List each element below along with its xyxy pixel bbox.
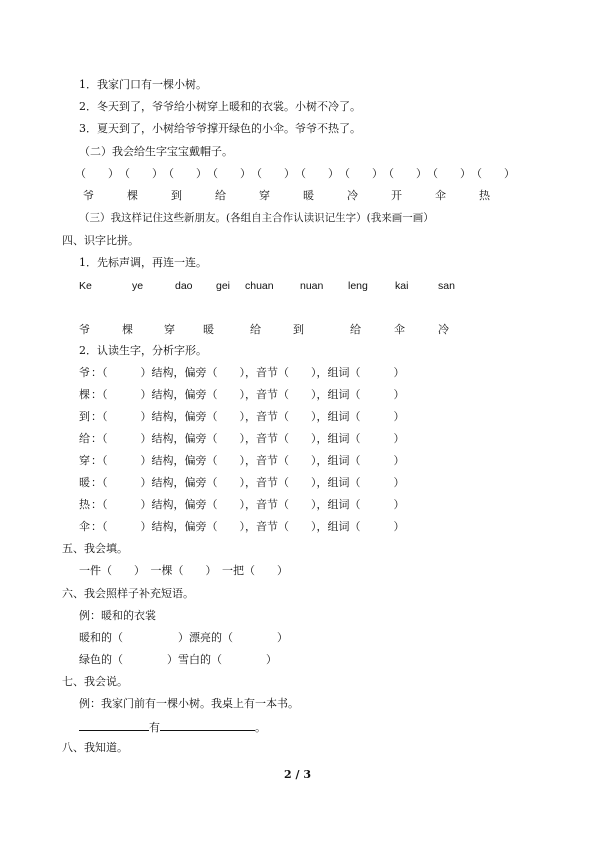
pinyin-3: dao bbox=[175, 280, 193, 292]
analysis-template: ：（ ）结构，偏旁（ ），音节（ ），组词（ ） bbox=[91, 410, 405, 423]
hat-paren-1: （ ） bbox=[75, 167, 119, 180]
analysis-char: 给 bbox=[79, 432, 90, 445]
section-seven-heading: 七、我会说。 bbox=[62, 675, 128, 688]
analysis-char: 暖 bbox=[79, 476, 90, 489]
section-six-line-2: 绿色的（ ）雪白的（ ） bbox=[79, 653, 277, 666]
sentence-1: 1．我家门口有一棵小树。 bbox=[79, 78, 207, 91]
section-five-line: 一件（ ） 一棵（ ） 一把（ ） bbox=[79, 564, 288, 577]
hat-char-5: 穿 bbox=[259, 189, 270, 202]
analysis-row bbox=[79, 366, 499, 380]
page-number: 2 / 3 bbox=[284, 768, 311, 781]
hat-paren-10: （ ） bbox=[471, 167, 515, 180]
hat-paren-7: （ ） bbox=[339, 167, 383, 180]
hat-char-4: 给 bbox=[215, 189, 226, 202]
analysis-row bbox=[79, 476, 499, 490]
hat-paren-8: （ ） bbox=[383, 167, 427, 180]
analysis-row bbox=[79, 432, 499, 446]
section-six-example: 例：暖和的衣裳 bbox=[79, 609, 156, 622]
section-four-q2: 2．认读生字，分析字形。 bbox=[79, 344, 207, 357]
match-char-7: 给 bbox=[350, 323, 361, 336]
section-six-heading: 六、我会照样子补充短语。 bbox=[62, 587, 194, 600]
pinyin-4: gei bbox=[216, 280, 231, 292]
hat-char-6: 暖 bbox=[303, 189, 314, 202]
pinyin-1: Ke bbox=[79, 280, 92, 292]
section-seven-example: 例：我家门前有一棵小树。我桌上有一本书。 bbox=[79, 697, 299, 710]
analysis-row bbox=[79, 498, 499, 512]
match-char-8: 伞 bbox=[394, 323, 405, 336]
analysis-template: ：（ ）结构，偏旁（ ），音节（ ），组词（ ） bbox=[91, 476, 405, 489]
hat-char-3: 到 bbox=[171, 189, 182, 202]
section-four-heading: 四、识字比拼。 bbox=[62, 234, 139, 247]
blank-object bbox=[160, 719, 255, 731]
analysis-char: 伞 bbox=[79, 520, 90, 533]
sentence-2: 2．冬天到了，爷爷给小树穿上暖和的衣裳。小树不冷了。 bbox=[79, 100, 361, 113]
connector-text: 有 bbox=[149, 721, 160, 734]
hat-char-8: 开 bbox=[391, 189, 402, 202]
match-char-2: 棵 bbox=[122, 323, 133, 336]
hat-paren-9: （ ） bbox=[427, 167, 471, 180]
pinyin-8: kai bbox=[395, 280, 409, 292]
hat-paren-3: （ ） bbox=[163, 167, 207, 180]
match-chars-row bbox=[0, 323, 595, 337]
section-seven-fill-line bbox=[79, 719, 266, 735]
analysis-template: ：（ ）结构，偏旁（ ），音节（ ），组词（ ） bbox=[91, 388, 405, 401]
match-char-4: 暖 bbox=[203, 323, 214, 336]
analysis-char: 到 bbox=[79, 410, 90, 423]
sentence-3: 3．夏天到了，小树给爷爷撑开绿色的小伞。爷爷不热了。 bbox=[79, 122, 361, 135]
blank-subject bbox=[79, 719, 149, 731]
hat-paren-row bbox=[0, 167, 595, 181]
analysis-template: ：（ ）结构，偏旁（ ），音节（ ），组词（ ） bbox=[91, 454, 405, 467]
match-char-1: 爷 bbox=[79, 323, 90, 336]
section-four-q1: 1．先标声调，再连一连。 bbox=[79, 256, 207, 269]
analysis-row bbox=[79, 410, 499, 424]
analysis-char: 爷 bbox=[79, 366, 90, 379]
hat-char-1: 爷 bbox=[83, 189, 94, 202]
section-three-heading: （三）我这样记住这些新朋友。(各组自主合作认读识记生字）(我来画一画） bbox=[79, 212, 434, 224]
hat-char-7: 冷 bbox=[347, 189, 358, 202]
hat-char-2: 棵 bbox=[127, 189, 138, 202]
match-char-5: 给 bbox=[250, 323, 261, 336]
pinyin-7: leng bbox=[348, 280, 368, 292]
hat-paren-5: （ ） bbox=[251, 167, 295, 180]
analysis-char: 热 bbox=[79, 498, 90, 511]
section-five-heading: 五、我会填。 bbox=[62, 542, 128, 555]
section-eight-heading: 八、我知道。 bbox=[62, 741, 128, 754]
hat-paren-6: （ ） bbox=[295, 167, 339, 180]
hat-chars-row bbox=[0, 189, 595, 203]
analysis-char: 棵 bbox=[79, 388, 90, 401]
analysis-template: ：（ ）结构，偏旁（ ），音节（ ），组词（ ） bbox=[91, 432, 405, 445]
match-char-9: 冷 bbox=[438, 323, 449, 336]
analysis-row bbox=[79, 388, 499, 402]
pinyin-9: san bbox=[438, 280, 455, 292]
match-char-6: 到 bbox=[293, 323, 304, 336]
match-char-3: 穿 bbox=[164, 323, 175, 336]
section-two-heading: （二）我会给生字宝宝戴帽子。 bbox=[79, 145, 233, 158]
pinyin-5: chuan bbox=[245, 280, 274, 292]
hat-char-9: 伞 bbox=[435, 189, 446, 202]
hat-paren-2: （ ） bbox=[119, 167, 163, 180]
pinyin-6: nuan bbox=[300, 280, 324, 292]
hat-paren-4: （ ） bbox=[207, 167, 251, 180]
analysis-row bbox=[79, 520, 499, 534]
hat-char-10: 热 bbox=[479, 189, 490, 202]
analysis-template: ：（ ）结构，偏旁（ ），音节（ ），组词（ ） bbox=[91, 366, 405, 379]
pinyin-2: ye bbox=[132, 280, 144, 292]
analysis-template: ：（ ）结构，偏旁（ ），音节（ ），组词（ ） bbox=[91, 498, 405, 511]
section-six-line-1: 暖和的（ ）漂亮的（ ） bbox=[79, 631, 288, 644]
pinyin-row bbox=[0, 279, 595, 293]
analysis-char: 穿 bbox=[79, 454, 90, 467]
end-punct: 。 bbox=[255, 721, 266, 734]
analysis-template: ：（ ）结构，偏旁（ ），音节（ ），组词（ ） bbox=[91, 520, 405, 533]
analysis-row bbox=[79, 454, 499, 468]
